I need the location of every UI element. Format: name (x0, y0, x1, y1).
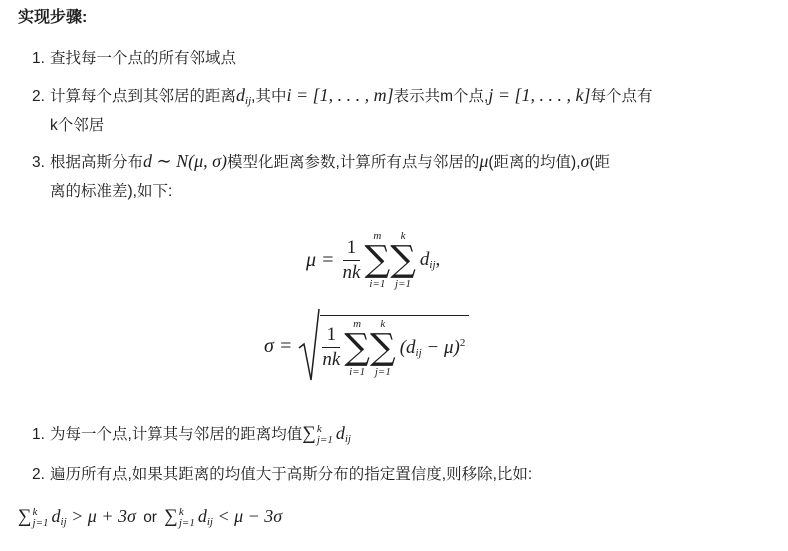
step-3-cont: 离的标准差),如下: (50, 183, 173, 200)
sum-lower: i=1 (349, 365, 366, 378)
term-d-sub: ij (344, 433, 351, 445)
step-text: 查找每一个点的所有邻域点 (50, 50, 237, 67)
sum-upper: m (373, 230, 382, 242)
step-text: 表示共m个点, (393, 88, 489, 105)
sum-upper: k (400, 230, 406, 242)
sum-lower: i=1 (369, 278, 386, 290)
sum-upper: k (178, 505, 184, 518)
step-2 (32, 84, 653, 107)
sigma-lhs: σ = (264, 334, 293, 357)
step-text: (距离的均值), (488, 154, 581, 171)
sum-j (390, 230, 416, 290)
fraction-denominator: nk (322, 349, 341, 370)
sum-upper: m (353, 317, 362, 330)
step-text: 每个点有 (590, 88, 653, 105)
sum-i (344, 318, 370, 378)
relation-greater: > μ + 3σ (66, 506, 136, 526)
fraction-denominator: nk (342, 261, 361, 283)
sum-upper: k (316, 422, 322, 435)
step-text: 根据高斯分布 (50, 154, 144, 171)
mu-lhs: μ = (306, 248, 335, 271)
step-number: 3. (32, 154, 45, 171)
sum-lower: j=1 (395, 278, 412, 290)
relation-less: < μ − 3σ (212, 506, 283, 526)
sum-lower: j=1 (374, 365, 391, 378)
math-mu: μ (479, 151, 489, 171)
step-text: ,其中 (251, 88, 287, 105)
substep-1 (32, 422, 351, 446)
sum-symbol: ∑ (370, 326, 396, 368)
sum-symbol: ∑ (302, 423, 316, 444)
step-number: 2. (32, 466, 45, 483)
step-text: 为每一个点,计算其与邻居的距离均值 (50, 426, 303, 443)
sum-symbol: ∑ (364, 239, 391, 280)
sum-lower: j=1 (316, 433, 333, 446)
fraction (343, 237, 361, 284)
step-text: 模型化距离参数,计算所有点与邻居的 (227, 154, 480, 171)
fraction (322, 324, 340, 371)
term-d: d (51, 506, 61, 526)
step-text: 计算每个点到其邻居的距离 (50, 88, 237, 105)
mu-formula (306, 230, 440, 290)
step-number: 1. (32, 50, 45, 67)
step-1 (32, 46, 236, 68)
or-text: or (143, 509, 157, 526)
sigma-formula (264, 308, 469, 384)
term-d: d (197, 506, 207, 526)
sqrt-content (320, 315, 469, 378)
step-2-cont: k个邻居 (50, 117, 105, 134)
fraction-numerator: 1 (343, 237, 361, 261)
sum-lower: j=1 (178, 516, 195, 529)
step-number: 1. (32, 426, 45, 443)
math-d-sub: ij (245, 95, 252, 107)
math-d: d (236, 85, 246, 105)
mu-term: $d_{ij}$, (419, 249, 441, 271)
math-j-range: j = [1, . . . , k] (488, 85, 591, 105)
sum-symbol: ∑ (164, 506, 178, 527)
sqrt-sign (298, 308, 320, 384)
sum-symbol: ∑ (390, 239, 416, 280)
math-i-range: i = [1, . . . , m] (286, 85, 394, 105)
step-text: 遍历所有点,如果其距离的均值大于高斯分布的指定置信度,则移除,比如: (50, 466, 533, 483)
math-sigma: σ (580, 151, 590, 171)
section-heading: 实现步骤: (18, 9, 88, 26)
term-d-sub: ij (206, 516, 213, 528)
step-number: 2. (32, 88, 45, 105)
sum-symbol: ∑ (344, 326, 370, 368)
term-d: d (335, 423, 345, 443)
sum-j (370, 318, 396, 378)
condition-line (18, 506, 282, 529)
sum-upper: k (380, 317, 386, 330)
sum-symbol: ∑ (18, 506, 32, 527)
sum-upper: k (32, 505, 38, 518)
substep-2 (32, 462, 532, 484)
sigma-term: $(d_{ij} - \mu)^2$ (399, 336, 466, 359)
step-text: (距 (589, 154, 611, 171)
sum-lower: j=1 (32, 516, 49, 529)
step-3 (32, 150, 610, 172)
term-d-sub: ij (60, 516, 67, 528)
math-distribution: d ∼ N(μ, σ) (143, 151, 228, 171)
sum-i (364, 230, 390, 290)
fraction-numerator: 1 (322, 324, 340, 348)
